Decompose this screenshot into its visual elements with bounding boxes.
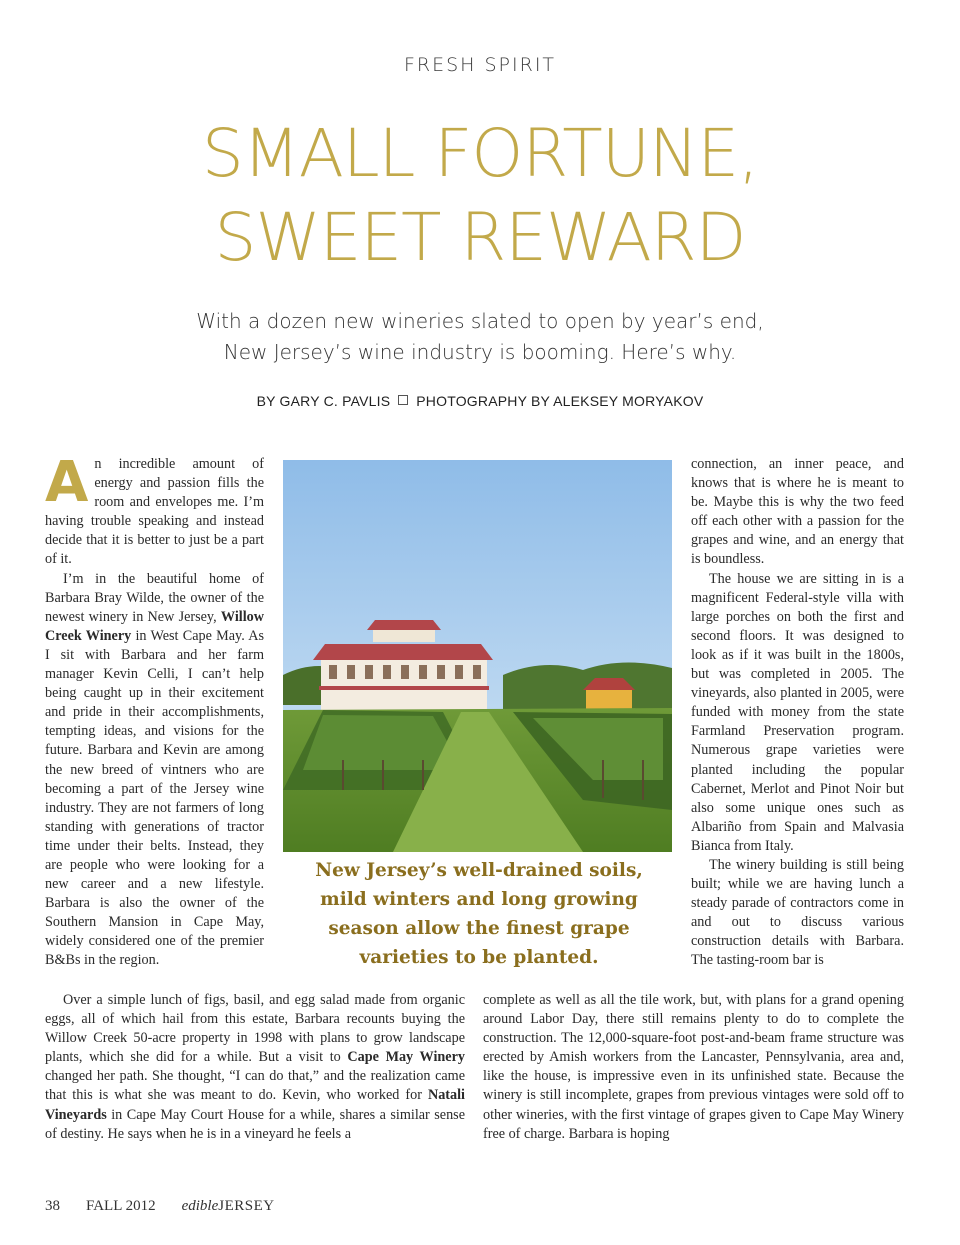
section-kicker: FRESH SPIRIT (403, 54, 557, 76)
article-paragraph: The winery building is still being built; while we are having lunch a steady parade of contractors come in and out to discuss various construction details with Barbara. The tasting-room bar is (691, 856, 904, 969)
article-column-bottom-left (45, 991, 465, 1144)
dek-line-1: With a dozen new wineries slated to open by year’s end, (196, 309, 764, 333)
article-column-left (45, 450, 265, 971)
winery-name: Willow Creek Winery (45, 608, 264, 644)
article-paragraph: connection, an inner peace, and knows that is where he is meant to be. Maybe this is why the two feed off each other with a passion for the grapes and wine, and an energy that is boundless. (691, 456, 904, 568)
article-paragraph (45, 570, 264, 971)
page-footer (45, 1198, 275, 1215)
article-dek (0, 306, 960, 368)
winery-name: Natali Vineyards (45, 1087, 465, 1123)
pull-quote-line: New Jersey’s well-drained soils, (315, 860, 643, 881)
pull-quote-line: season allow the finest grape (328, 918, 630, 939)
byline-author: BY GARY C. PAVLIS (256, 393, 391, 409)
paragraph-text: in West Cape May. As I sit with Barbara and her farm manager Kevin Celli, I can’t help being caught up in their excitement and pride in their accomplishments, tempting ideas, and visions for the future. Barbara and Kevin are among the new breed of vintners who are becoming a part of the Jersey wine industry. They are not farmers of long standing with generations of tractor time under their belts. Instead, they are people who were looking for a new career and a new lifestyle. Barbara is also the owner of the Southern Mansion in Cape May, widely considered one of the premier B&Bs in the region. (45, 627, 265, 969)
article-title (0, 112, 960, 280)
issue-label: FALL 2012 (86, 1198, 156, 1214)
publication-name-edible: edible (181, 1198, 219, 1214)
byline-photographer: PHOTOGRAPHY BY ALEKSEY MORYAKOV (416, 393, 704, 409)
byline-separator-icon (398, 395, 408, 405)
article-paragraph: complete as well as all the tile work, but, with plans for a grand opening around Labor Day, there still remains plenty to do to complete the construction. The 12,000-square-foot post-and-beam frame structure was erected by Amish workers from the Lancaster, Pennsylvania, area and, like the house, is impressive even in its unfinished state. Because the winery is still incomplete, grapes from previous vintages were sold off to other wineries, with the first vintage of grapes given to Cape May Winery free of charge. Barbara is hoping (483, 992, 904, 1142)
title-line-1: SMALL FORTUNE, (201, 115, 759, 192)
pull-quote (283, 856, 675, 972)
pull-quote-line: varieties to be planted. (359, 947, 599, 968)
paragraph-text: I’m in the beautiful home of Barbara Bray Wilde, the owner of the newest winery in New Jersey, (45, 570, 264, 625)
page-number: 38 (45, 1198, 60, 1214)
article-paragraph (45, 450, 264, 570)
article-column-bottom-right (483, 991, 904, 1144)
article-column-right (691, 455, 904, 971)
article-paragraph (45, 991, 465, 1144)
dek-line-2: New Jersey’s wine industry is booming. Here’s why. (223, 340, 737, 364)
paragraph-text: Over a simple lunch of figs, basil, and egg salad made from organic eggs, all of which hail from this estate, Barbara recounts buying the Willow Creek 50-acre property in 1998 with plans to grow landscape plants, which she did for a while. But a visit to (45, 992, 465, 1066)
byline (0, 393, 960, 409)
paragraph-text: n incredible amount of energy and passion fills the room and envelopes me. I’m having trouble speaking and instead decide that it is better to just be a part of it. (45, 456, 264, 568)
article-paragraph: The house we are sitting in is a magnificent Federal-style villa with large porches on both the first and second floors. It was designed to look as if it was built in the 1800s, but was completed in 2005. The vineyards, also planted in 2005, were funded with money from the state Farmland Preservation program. Numerous grape varieties were planted including the popular Cabernet, Merlot and Pinot Noir but also some unique ones such as Albariño from Spain and Malvasia Bianca from Italy. (691, 570, 904, 854)
drop-cap: A (45, 450, 89, 515)
publication-name-jersey: JERSEY (218, 1198, 275, 1214)
pull-quote-line: mild winters and long growing (320, 889, 638, 910)
title-line-2: SWEET REWARD (214, 199, 746, 276)
vineyard-photo (283, 460, 672, 852)
winery-name: Cape May Winery (347, 1049, 465, 1066)
paragraph-text: changed her path. She thought, “I can do that,” and the realization came that this is what she was meant to do. Kevin, who worked for (45, 1068, 465, 1104)
paragraph-text: in Cape May Court House for a while, shares a similar sense of destiny. He says when he is in a vineyard he feels a (45, 1106, 465, 1142)
